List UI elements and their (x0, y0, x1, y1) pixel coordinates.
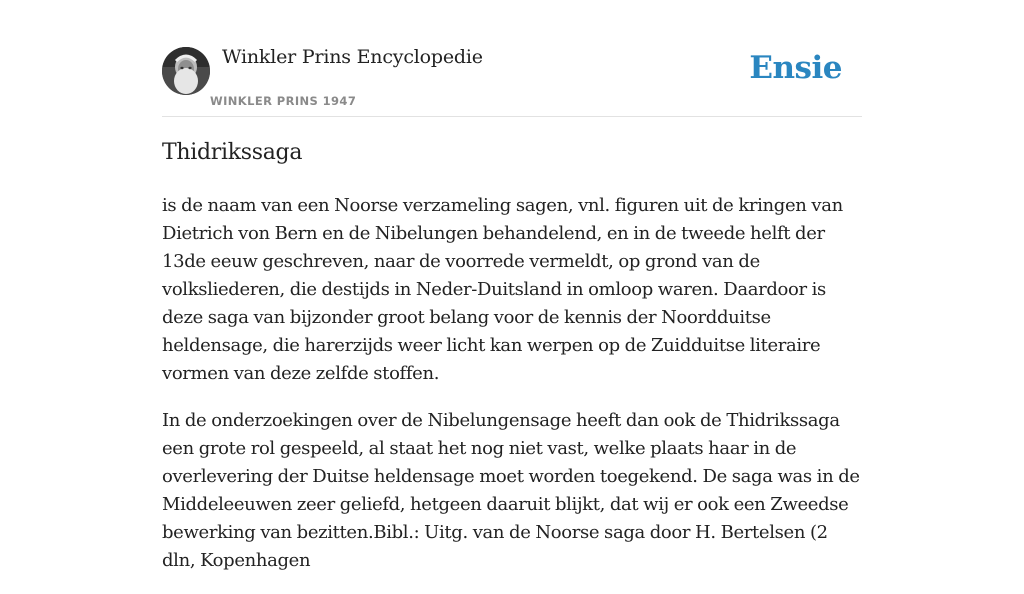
source-header (162, 0, 862, 117)
article-title: Thidrikssaga (162, 140, 303, 165)
bearded-man-portrait-icon[interactable] (162, 47, 210, 95)
page (162, 0, 862, 571)
article-paragraph: is de naam van een Noorse verzameling sagen, vnl. figuren uit de kringen van Dietrich von Bern en de Nibelungen behandelend, en in de tweede helft der 13de eeuw geschreven, naar de voorrede vermeldt, op grond van de volksliederen, die destijds in Neder-Duitsland in omloop waren. Daardoor is deze saga van bijzonder groot belang voor de kennis der Noordduitse heldensage, die harerzijds weer licht kan werpen op de Zuidduitse literaire vormen van deze zelfde stoffen. (162, 195, 843, 384)
article-body (162, 192, 862, 594)
ensie-logo[interactable]: Ensie (749, 50, 842, 86)
article-paragraph: In de onderzoekingen over de Nibelungensage heeft dan ook de Thidrikssaga een grote rol gespeeld, al staat het nog niet vast, welke plaats haar in de overlevering der Duitse heldensage moet worden toegekend. De saga was in de Middeleeuwen zeer geliefd, hetgeen daaruit blijkt, dat wij er ook een Zweedse bewerking van bezitten.Bibl.: Uitg. van de Noorse saga door H. Bertelsen (2 dln, Kopenhagen (162, 410, 860, 571)
source-title[interactable]: Winkler Prins Encyclopedie (222, 46, 483, 68)
source-subtitle: WINKLER PRINS 1947 (210, 94, 357, 108)
